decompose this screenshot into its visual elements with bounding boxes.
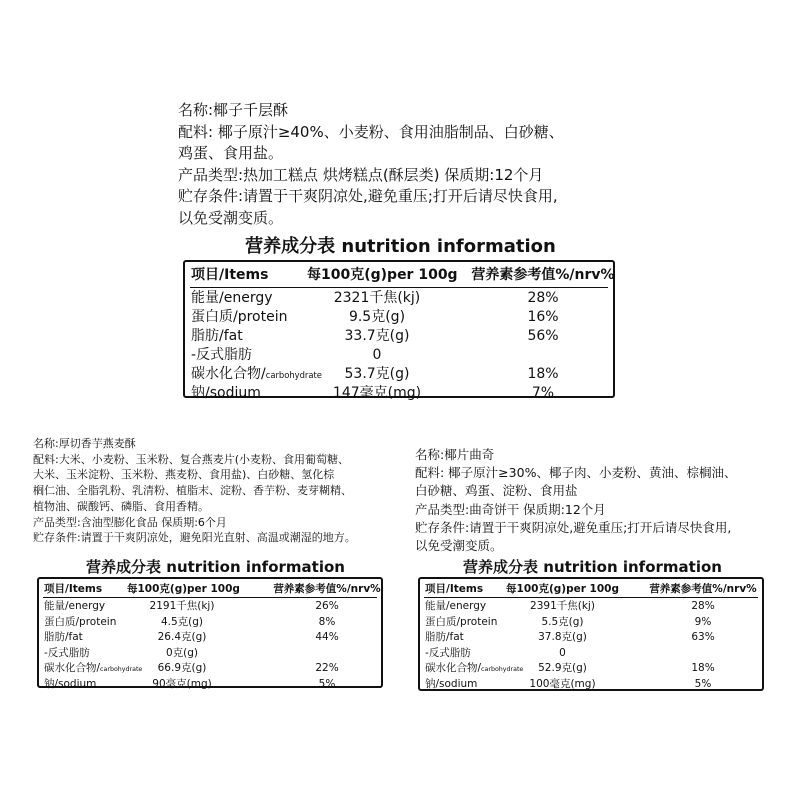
- table-row: [185, 327, 613, 346]
- header-divider: [424, 597, 758, 598]
- nutrient-name-text: 脂肪/fat: [425, 631, 464, 643]
- nutrition-table-title: 营养成分表 nutrition information: [463, 558, 722, 576]
- ingredients-line: 配料:大米、小麦粉、玉米粉、复合燕麦片(小麦粉、食用葡萄糖、: [33, 452, 349, 466]
- table-row: [39, 615, 381, 631]
- table-row: [420, 661, 762, 677]
- nutrient-name: [191, 289, 273, 308]
- product-name: 名称:椰子千层酥: [178, 101, 289, 119]
- nutrient-nrv: 8%: [318, 615, 336, 628]
- table-row: [39, 677, 381, 693]
- header-nrv: 营养素参考值%/nrv%: [649, 583, 757, 595]
- table-row: [185, 289, 613, 308]
- header-nrv: 营养素参考值%/nrv%: [273, 583, 381, 595]
- nutrient-value: 90毫克(mg): [152, 677, 212, 690]
- header-items: 项目/Items: [425, 583, 484, 595]
- table-header-row: [185, 266, 613, 285]
- nutrient-nrv: 18%: [527, 366, 559, 382]
- nutrient-name-text: 蛋白质/protein: [425, 615, 498, 628]
- nutrient-nrv: 22%: [315, 662, 339, 674]
- ingredients-line: 配料: 椰子原汁≥30%、椰子肉、小麦粉、黄油、棕榈油、: [415, 465, 737, 481]
- ingredients-line: 配料: 椰子原汁≥40%、小麦粉、食用油脂制品、白砂糖、: [178, 122, 564, 141]
- nutrient-value: 53.7克(g): [344, 366, 410, 382]
- storage-line: 贮存条件:请置于干爽阴凉处,避免重压;打开后请尽快食用,: [178, 187, 558, 205]
- nutrient-name: [425, 599, 486, 615]
- ingredients-line: 鸡蛋、食用盐。: [178, 144, 284, 162]
- product-type-line: 产品类型:曲奇饼干 保质期:12个月: [415, 501, 606, 517]
- header-items: 项目/Items: [44, 583, 103, 595]
- nutrient-name-text: 碳水化合物/: [191, 366, 266, 382]
- nutrient-name-subtext: carbohydrate: [265, 370, 322, 380]
- nutrient-name-text: -反式脂肪: [191, 347, 253, 363]
- nutrient-name-text: 脂肪/fat: [44, 631, 83, 643]
- table-row: [420, 599, 762, 615]
- product2-label-text: [33, 436, 356, 546]
- nutrient-name-text: 蛋白质/protein: [44, 615, 117, 628]
- nutrient-name-text: 能量/energy: [191, 290, 273, 306]
- table-row: [420, 677, 762, 693]
- nutrient-name: [44, 677, 96, 693]
- nutrient-name-text: -反式脂肪: [425, 646, 471, 659]
- table-header-row: [420, 582, 762, 598]
- nutrition-table-title: 营养成分表 nutrition information: [245, 236, 556, 257]
- ingredients-line: 大米、玉米淀粉、玉米粉、燕麦粉、食用盐)、白砂糖、氢化棕: [33, 468, 335, 482]
- product-name: 名称:厚切香芋燕麦酥: [33, 437, 136, 450]
- table-row: [39, 599, 381, 615]
- nutrient-name-text: 脂肪/fat: [191, 328, 243, 344]
- nutrient-name-text: 能量/energy: [44, 600, 106, 612]
- header-divider: [190, 287, 608, 288]
- nutrient-nrv: 16%: [527, 309, 559, 325]
- nutrient-value: 2321千焦(kj): [333, 290, 421, 306]
- nutrient-name-subtext: carbohydrate: [481, 666, 524, 673]
- nutrient-name-text: 钠/sodium: [44, 677, 97, 690]
- nutrient-name: [44, 646, 90, 662]
- nutrient-name: [191, 327, 243, 346]
- table-row: [420, 630, 762, 646]
- table-row: [185, 365, 613, 384]
- nutrient-name: [44, 615, 116, 631]
- nutrient-value: 26.4克(g): [157, 631, 207, 643]
- nutrient-name: [191, 308, 287, 327]
- nutrient-name: [191, 384, 261, 403]
- product-type-line: 产品类型:热加工糕点 烘烤糕点(酥层类) 保质期:12个月: [178, 165, 544, 184]
- nutrient-nrv: 56%: [527, 328, 559, 344]
- storage-line: 贮存条件:请置于干爽阴凉处，避免阳光直射、高温或潮湿的地方。: [33, 531, 356, 545]
- table-row: [185, 384, 613, 403]
- nutrient-value: 66.9克(g): [157, 662, 207, 674]
- nutrient-value: 5.5克(g): [541, 615, 584, 628]
- nutrition-table-title: 营养成分表 nutrition information: [86, 558, 345, 576]
- nutrient-name: [425, 630, 464, 646]
- nutrient-nrv: 7%: [531, 385, 555, 401]
- nutrient-name: [191, 346, 252, 365]
- ingredients-line: 植物油、碳酸钙、磷脂、食用香精。: [33, 499, 209, 513]
- product-name: 名称:椰片曲奇: [415, 447, 495, 462]
- nutrient-nrv: 9%: [694, 615, 712, 628]
- product1-label-text: [178, 100, 564, 229]
- ingredients-line: 榈仁油、全脂乳粉、乳清粉、植脂末、淀粉、香芋粉、麦芽糊精、: [33, 484, 352, 498]
- table-row: [39, 646, 381, 662]
- nutrient-name-text: -反式脂肪: [44, 646, 90, 659]
- nutrient-nrv: 28%: [691, 600, 715, 612]
- nutrient-nrv: 44%: [315, 631, 339, 643]
- nutrition-table: [37, 577, 383, 688]
- header-nrv: 营养素参考值%/nrv%: [471, 267, 615, 283]
- nutrient-name: [44, 630, 83, 646]
- table-row: [420, 615, 762, 631]
- nutrient-value: 33.7克(g): [344, 328, 410, 344]
- nutrient-value: 2191千焦(kj): [149, 600, 215, 612]
- header-per100g: 每100克(g)per 100g: [307, 267, 458, 283]
- nutrient-value: 37.8克(g): [538, 631, 587, 643]
- nutrient-name-text: 钠/sodium: [425, 677, 478, 690]
- header-items: 项目/Items: [191, 267, 269, 283]
- nutrient-name: [44, 599, 105, 615]
- table-row: [185, 308, 613, 327]
- nutrient-nrv: 5%: [694, 677, 712, 690]
- nutrient-name: [191, 365, 322, 385]
- product3-label-text: [415, 446, 736, 555]
- product-type-line: 产品类型:含油型膨化食品 保质期:6个月: [33, 515, 227, 529]
- ingredients-line: 白砂糖、鸡蛋、淀粉、食用盐: [415, 483, 578, 499]
- nutrient-value: 0: [559, 646, 566, 659]
- nutrient-name-text: 能量/energy: [425, 600, 487, 612]
- nutrition-table: [183, 260, 615, 401]
- nutrient-name: [425, 677, 477, 693]
- nutrient-name: [425, 615, 497, 631]
- nutrient-value: 2391千焦(kj): [530, 600, 595, 612]
- nutrient-nrv: 28%: [527, 290, 559, 306]
- table-row: [39, 661, 381, 677]
- nutrient-value: 0克(g): [165, 646, 199, 659]
- nutrient-nrv: 26%: [315, 600, 339, 612]
- nutrient-value: 0: [372, 347, 382, 363]
- nutrient-name-text: 碳水化合物/: [425, 662, 482, 674]
- nutrient-value: 9.5克(g): [348, 309, 406, 325]
- nutrient-value: 147毫克(mg): [332, 385, 422, 401]
- nutrient-name: [425, 646, 471, 662]
- table-row: [39, 630, 381, 646]
- header-per100g: 每100克(g)per 100g: [506, 583, 619, 595]
- storage-line: 以免受潮变质。: [178, 208, 284, 227]
- nutrient-nrv: 63%: [691, 631, 715, 643]
- header-divider: [43, 597, 377, 598]
- nutrient-value: 52.9克(g): [538, 662, 587, 674]
- nutrient-value: 100毫克(mg): [529, 677, 596, 690]
- storage-line: 以免受潮变质。: [415, 538, 503, 554]
- storage-line: 贮存条件:请置于干爽阴凉处,避免重压;打开后请尽快食用,: [415, 519, 732, 535]
- header-per100g: 每100克(g)per 100g: [127, 583, 240, 595]
- nutrient-nrv: 18%: [691, 662, 715, 674]
- nutrition-table: [418, 577, 764, 691]
- table-row: [185, 346, 613, 365]
- nutrient-name-subtext: carbohydrate: [100, 666, 143, 673]
- table-row: [420, 646, 762, 662]
- nutrient-name-text: 蛋白质/protein: [191, 309, 288, 325]
- nutrient-nrv: 5%: [318, 677, 336, 690]
- nutrient-name-text: 碳水化合物/: [44, 662, 101, 674]
- table-header-row: [39, 582, 381, 598]
- nutrient-name-text: 钠/sodium: [191, 385, 261, 401]
- nutrient-value: 4.5克(g): [160, 615, 204, 628]
